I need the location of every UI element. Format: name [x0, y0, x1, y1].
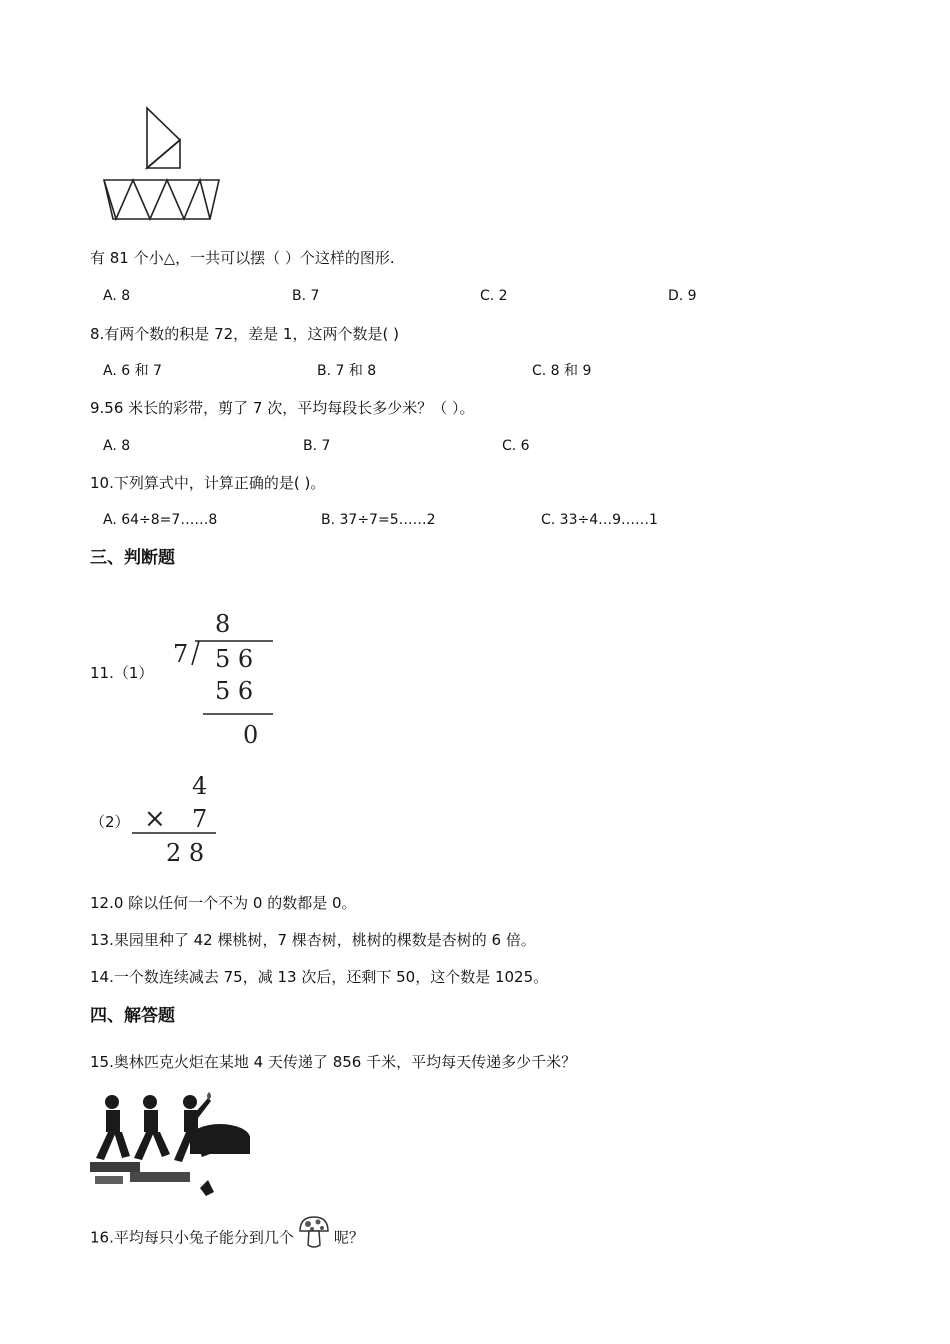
q8-option-a[interactable]: A. 6 和 7: [103, 363, 162, 379]
q8-option-c[interactable]: C. 8 和 9: [532, 363, 592, 379]
division-dividend: 5 6: [215, 645, 254, 673]
q8-option-b[interactable]: B. 7 和 8: [317, 363, 377, 379]
division-product: 5 6: [215, 677, 254, 705]
q14-text: 14.一个数连续减去 75，减 13 次后，还剩下 50，这个数是 1025。: [90, 968, 549, 986]
division-quotient: 8: [215, 610, 231, 638]
q16-text-after: 呢？: [333, 1228, 364, 1247]
multiplication-result: 2 8: [166, 839, 205, 867]
section-title-judgement: 三、判断题: [90, 548, 175, 568]
q9-stem: 9.56 米长的彩带，剪了 7 次，平均每段长多少米？（ ）。: [90, 399, 475, 417]
q16-text-before: 16.平均每只小兔子能分到几个: [90, 1228, 294, 1247]
long-division-figure: [165, 605, 285, 750]
q7-option-a[interactable]: A. 8: [103, 288, 131, 304]
q11-label-1: 11.（1）: [90, 664, 154, 682]
torch-relay-image: [90, 1088, 250, 1200]
q7-stem: 有 81 个小△，一共可以摆（ ）个这样的图形.: [90, 249, 395, 267]
division-remainder: 0: [243, 721, 259, 749]
q9-option-b[interactable]: B. 7: [303, 438, 331, 454]
q13-text: 13.果园里种了 42 棵桃树，7 棵杏树，桃树的棵数是杏树的 6 倍。: [90, 931, 536, 949]
q16-text: [90, 1220, 364, 1256]
boat-figure: [100, 100, 225, 225]
q7-option-d[interactable]: D. 9: [668, 288, 697, 304]
q10-stem: 10.下列算式中，计算正确的是( )。: [90, 474, 326, 492]
q10-option-a[interactable]: A. 64÷8=7……8: [103, 512, 218, 528]
mushroom-icon: [296, 1214, 332, 1250]
q9-option-c[interactable]: C. 6: [502, 438, 530, 454]
multiplication-top: 4: [192, 772, 208, 800]
section-title-solve: 四、解答题: [90, 1006, 175, 1026]
q8-stem: 8.有两个数的积是 72，差是 1，这两个数是( ): [90, 325, 399, 343]
division-divisor: 7: [173, 640, 189, 668]
q11-label-2: （2）: [90, 813, 130, 831]
q15-text: 15.奥林匹克火炬在某地 4 天传递了 856 千米，平均每天传递多少千米？: [90, 1053, 577, 1071]
multiplication-sign: ×: [144, 804, 166, 834]
multiplication-figure: [128, 768, 223, 868]
q10-option-c[interactable]: C. 33÷4…9……1: [541, 512, 658, 528]
q9-option-a[interactable]: A. 8: [103, 438, 131, 454]
multiplication-multiplier: 7: [192, 805, 208, 833]
q10-option-b[interactable]: B. 37÷7=5……2: [321, 512, 436, 528]
q7-option-c[interactable]: C. 2: [480, 288, 508, 304]
q7-option-b[interactable]: B. 7: [292, 288, 320, 304]
q12-text: 12.0 除以任何一个不为 0 的数都是 0。: [90, 894, 357, 912]
